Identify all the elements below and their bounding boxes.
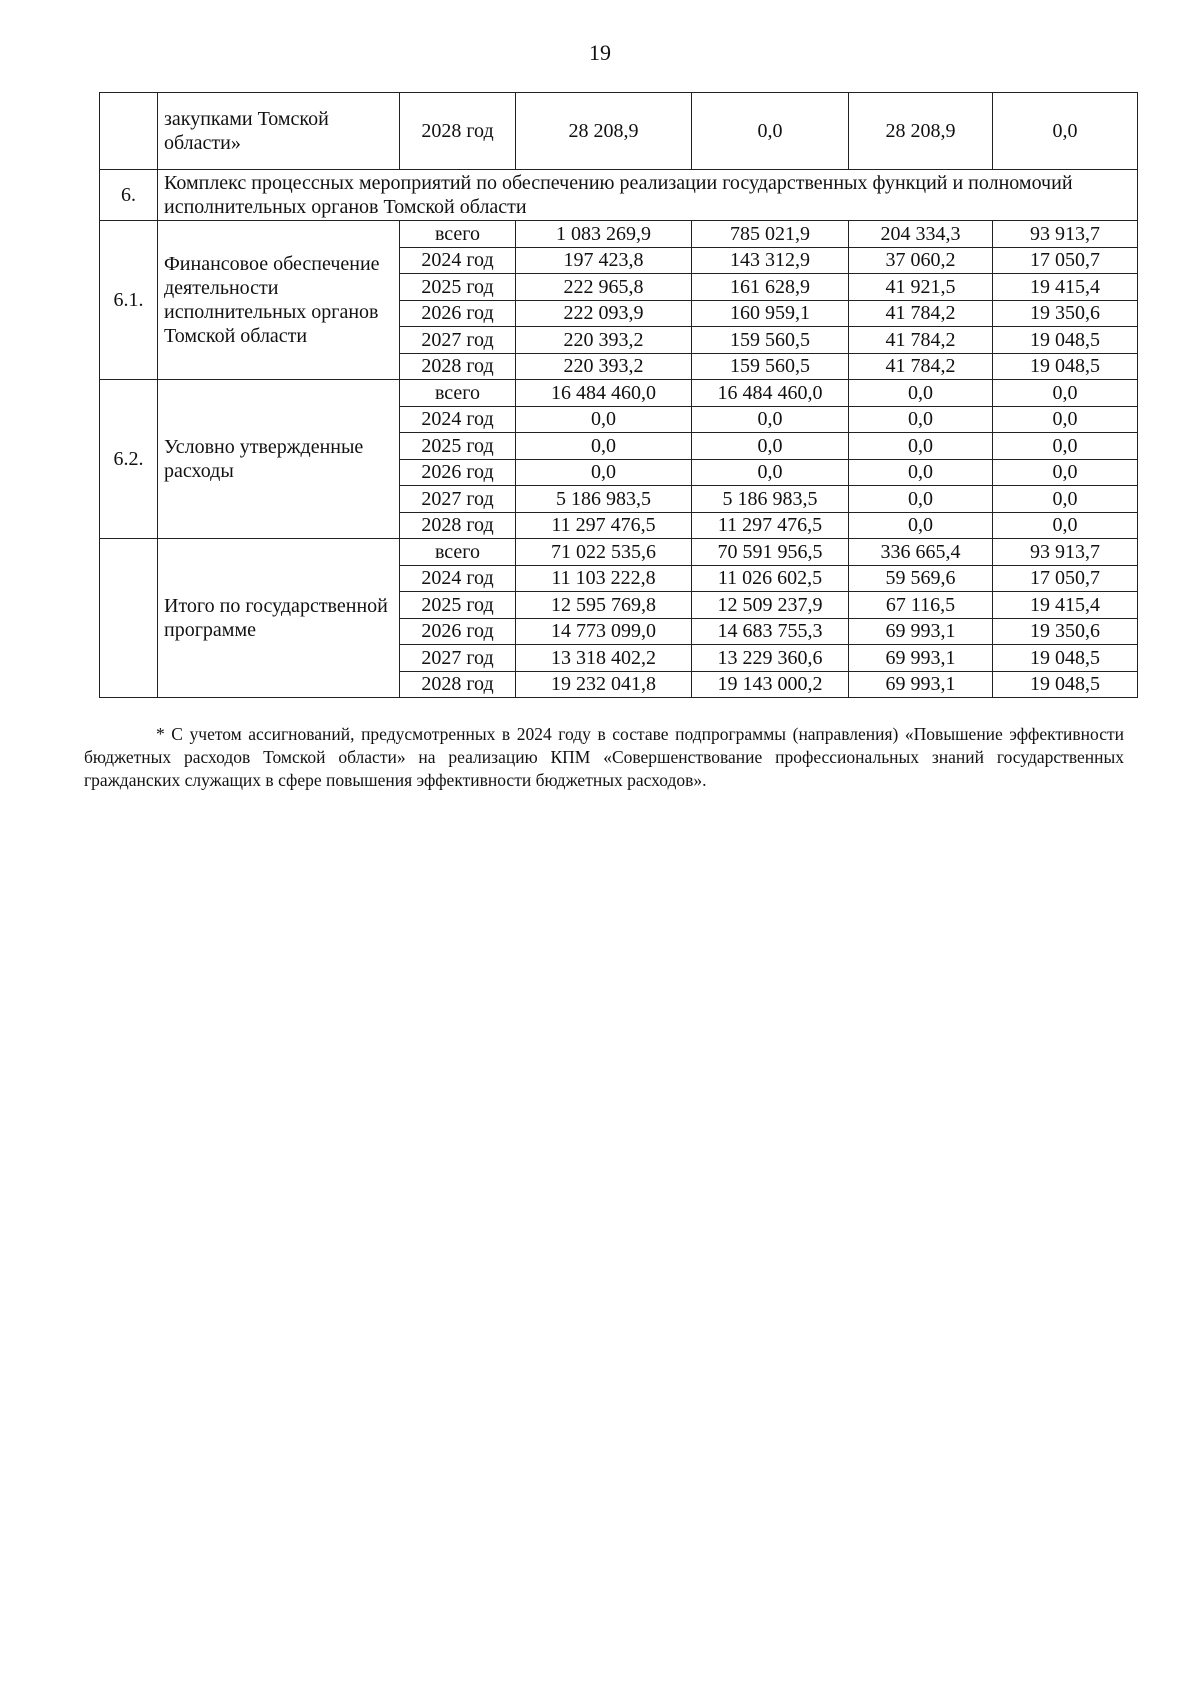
value-cell: 19 048,5 <box>993 671 1138 698</box>
value-cell: 67 116,5 <box>849 592 993 619</box>
value-cell: 0,0 <box>849 459 993 486</box>
year-cell: 2028 год <box>400 512 516 539</box>
value-cell: 69 993,1 <box>849 671 993 698</box>
value-cell: 59 569,6 <box>849 565 993 592</box>
value-cell: 0,0 <box>692 406 849 433</box>
value-cell: 19 350,6 <box>993 618 1138 645</box>
value-cell: 0,0 <box>692 93 849 170</box>
row-index <box>100 93 158 170</box>
year-cell: 2028 год <box>400 93 516 170</box>
year-cell: всего <box>400 221 516 248</box>
group-name: Итого по государственной программе <box>158 539 400 698</box>
value-cell: 41 784,2 <box>849 327 993 354</box>
section-title: Комплекс процессных мероприятий по обеспечению реализации государственных функций и полномочий исполнительных органов Томской области <box>158 170 1138 221</box>
value-cell: 16 484 460,0 <box>516 380 692 407</box>
year-cell: 2025 год <box>400 592 516 619</box>
year-cell: 2027 год <box>400 327 516 354</box>
value-cell: 0,0 <box>516 406 692 433</box>
value-cell: 16 484 460,0 <box>692 380 849 407</box>
value-cell: 0,0 <box>993 486 1138 513</box>
value-cell: 0,0 <box>849 433 993 460</box>
value-cell: 19 415,4 <box>993 592 1138 619</box>
value-cell: 69 993,1 <box>849 645 993 672</box>
year-cell: 2026 год <box>400 459 516 486</box>
value-cell: 12 595 769,8 <box>516 592 692 619</box>
table-row <box>100 539 1138 566</box>
value-cell: 159 560,5 <box>692 327 849 354</box>
value-cell: 19 350,6 <box>993 300 1138 327</box>
value-cell: 71 022 535,6 <box>516 539 692 566</box>
year-cell: 2026 год <box>400 300 516 327</box>
value-cell: 13 318 402,2 <box>516 645 692 672</box>
value-cell: 0,0 <box>516 459 692 486</box>
value-cell: 19 048,5 <box>993 353 1138 380</box>
year-cell: 2026 год <box>400 618 516 645</box>
value-cell: 17 050,7 <box>993 565 1138 592</box>
value-cell: 28 208,9 <box>849 93 993 170</box>
value-cell: 336 665,4 <box>849 539 993 566</box>
value-cell: 5 186 983,5 <box>516 486 692 513</box>
value-cell: 11 297 476,5 <box>516 512 692 539</box>
value-cell: 14 773 099,0 <box>516 618 692 645</box>
row-name: закупками Томской области» <box>158 93 400 170</box>
table-row <box>100 221 1138 248</box>
section-row <box>100 170 1138 221</box>
value-cell: 28 208,9 <box>516 93 692 170</box>
page-number: 19 <box>589 40 611 65</box>
value-cell: 19 143 000,2 <box>692 671 849 698</box>
value-cell: 220 393,2 <box>516 353 692 380</box>
year-cell: 2028 год <box>400 353 516 380</box>
value-cell: 0,0 <box>849 486 993 513</box>
value-cell: 19 048,5 <box>993 327 1138 354</box>
value-cell: 37 060,2 <box>849 247 993 274</box>
section-index: 6. <box>100 170 158 221</box>
value-cell: 11 297 476,5 <box>692 512 849 539</box>
value-cell: 0,0 <box>993 93 1138 170</box>
table-row <box>100 380 1138 407</box>
group-index: 6.2. <box>100 380 158 539</box>
value-cell: 19 048,5 <box>993 645 1138 672</box>
year-cell: всего <box>400 380 516 407</box>
value-cell: 0,0 <box>692 433 849 460</box>
value-cell: 0,0 <box>692 459 849 486</box>
value-cell: 160 959,1 <box>692 300 849 327</box>
value-cell: 0,0 <box>849 380 993 407</box>
group-name: Условно утвержденные расходы <box>158 380 400 539</box>
value-cell: 0,0 <box>993 380 1138 407</box>
value-cell: 222 093,9 <box>516 300 692 327</box>
value-cell: 70 591 956,5 <box>692 539 849 566</box>
value-cell: 19 232 041,8 <box>516 671 692 698</box>
value-cell: 1 083 269,9 <box>516 221 692 248</box>
value-cell: 93 913,7 <box>993 221 1138 248</box>
value-cell: 13 229 360,6 <box>692 645 849 672</box>
value-cell: 14 683 755,3 <box>692 618 849 645</box>
value-cell: 11 103 222,8 <box>516 565 692 592</box>
year-cell: 2025 год <box>400 274 516 301</box>
value-cell: 41 921,5 <box>849 274 993 301</box>
year-cell: 2028 год <box>400 671 516 698</box>
value-cell: 204 334,3 <box>849 221 993 248</box>
value-cell: 0,0 <box>993 433 1138 460</box>
group-index <box>100 539 158 698</box>
year-cell: 2027 год <box>400 645 516 672</box>
group-index: 6.1. <box>100 221 158 380</box>
value-cell: 785 021,9 <box>692 221 849 248</box>
value-cell: 222 965,8 <box>516 274 692 301</box>
value-cell: 0,0 <box>993 406 1138 433</box>
budget-table <box>99 92 1138 698</box>
value-cell: 17 050,7 <box>993 247 1138 274</box>
value-cell: 41 784,2 <box>849 353 993 380</box>
value-cell: 11 026 602,5 <box>692 565 849 592</box>
year-cell: всего <box>400 539 516 566</box>
year-cell: 2024 год <box>400 247 516 274</box>
value-cell: 41 784,2 <box>849 300 993 327</box>
value-cell: 0,0 <box>993 512 1138 539</box>
footnote <box>84 723 1124 792</box>
year-cell: 2025 год <box>400 433 516 460</box>
year-cell: 2027 год <box>400 486 516 513</box>
value-cell: 5 186 983,5 <box>692 486 849 513</box>
value-cell: 19 415,4 <box>993 274 1138 301</box>
value-cell: 0,0 <box>849 406 993 433</box>
year-cell: 2024 год <box>400 565 516 592</box>
footnote-text: * С учетом ассигнований, предусмотренных в 2024 году в составе подпрограммы (направления) «Повышение эффективности бюджетных расходов Томской области» на реализацию КПМ «Совершенствование профессиональных знаний государственных гражданских служащих в сфере повышения эффективности бюджетных расходов». <box>84 724 1124 790</box>
table-row <box>100 93 1138 170</box>
value-cell: 0,0 <box>516 433 692 460</box>
value-cell: 220 393,2 <box>516 327 692 354</box>
value-cell: 197 423,8 <box>516 247 692 274</box>
value-cell: 93 913,7 <box>993 539 1138 566</box>
value-cell: 0,0 <box>993 459 1138 486</box>
value-cell: 69 993,1 <box>849 618 993 645</box>
group-name: Финансовое обеспечение деятельности исполнительных органов Томской области <box>158 221 400 380</box>
value-cell: 159 560,5 <box>692 353 849 380</box>
year-cell: 2024 год <box>400 406 516 433</box>
value-cell: 143 312,9 <box>692 247 849 274</box>
value-cell: 161 628,9 <box>692 274 849 301</box>
value-cell: 12 509 237,9 <box>692 592 849 619</box>
value-cell: 0,0 <box>849 512 993 539</box>
